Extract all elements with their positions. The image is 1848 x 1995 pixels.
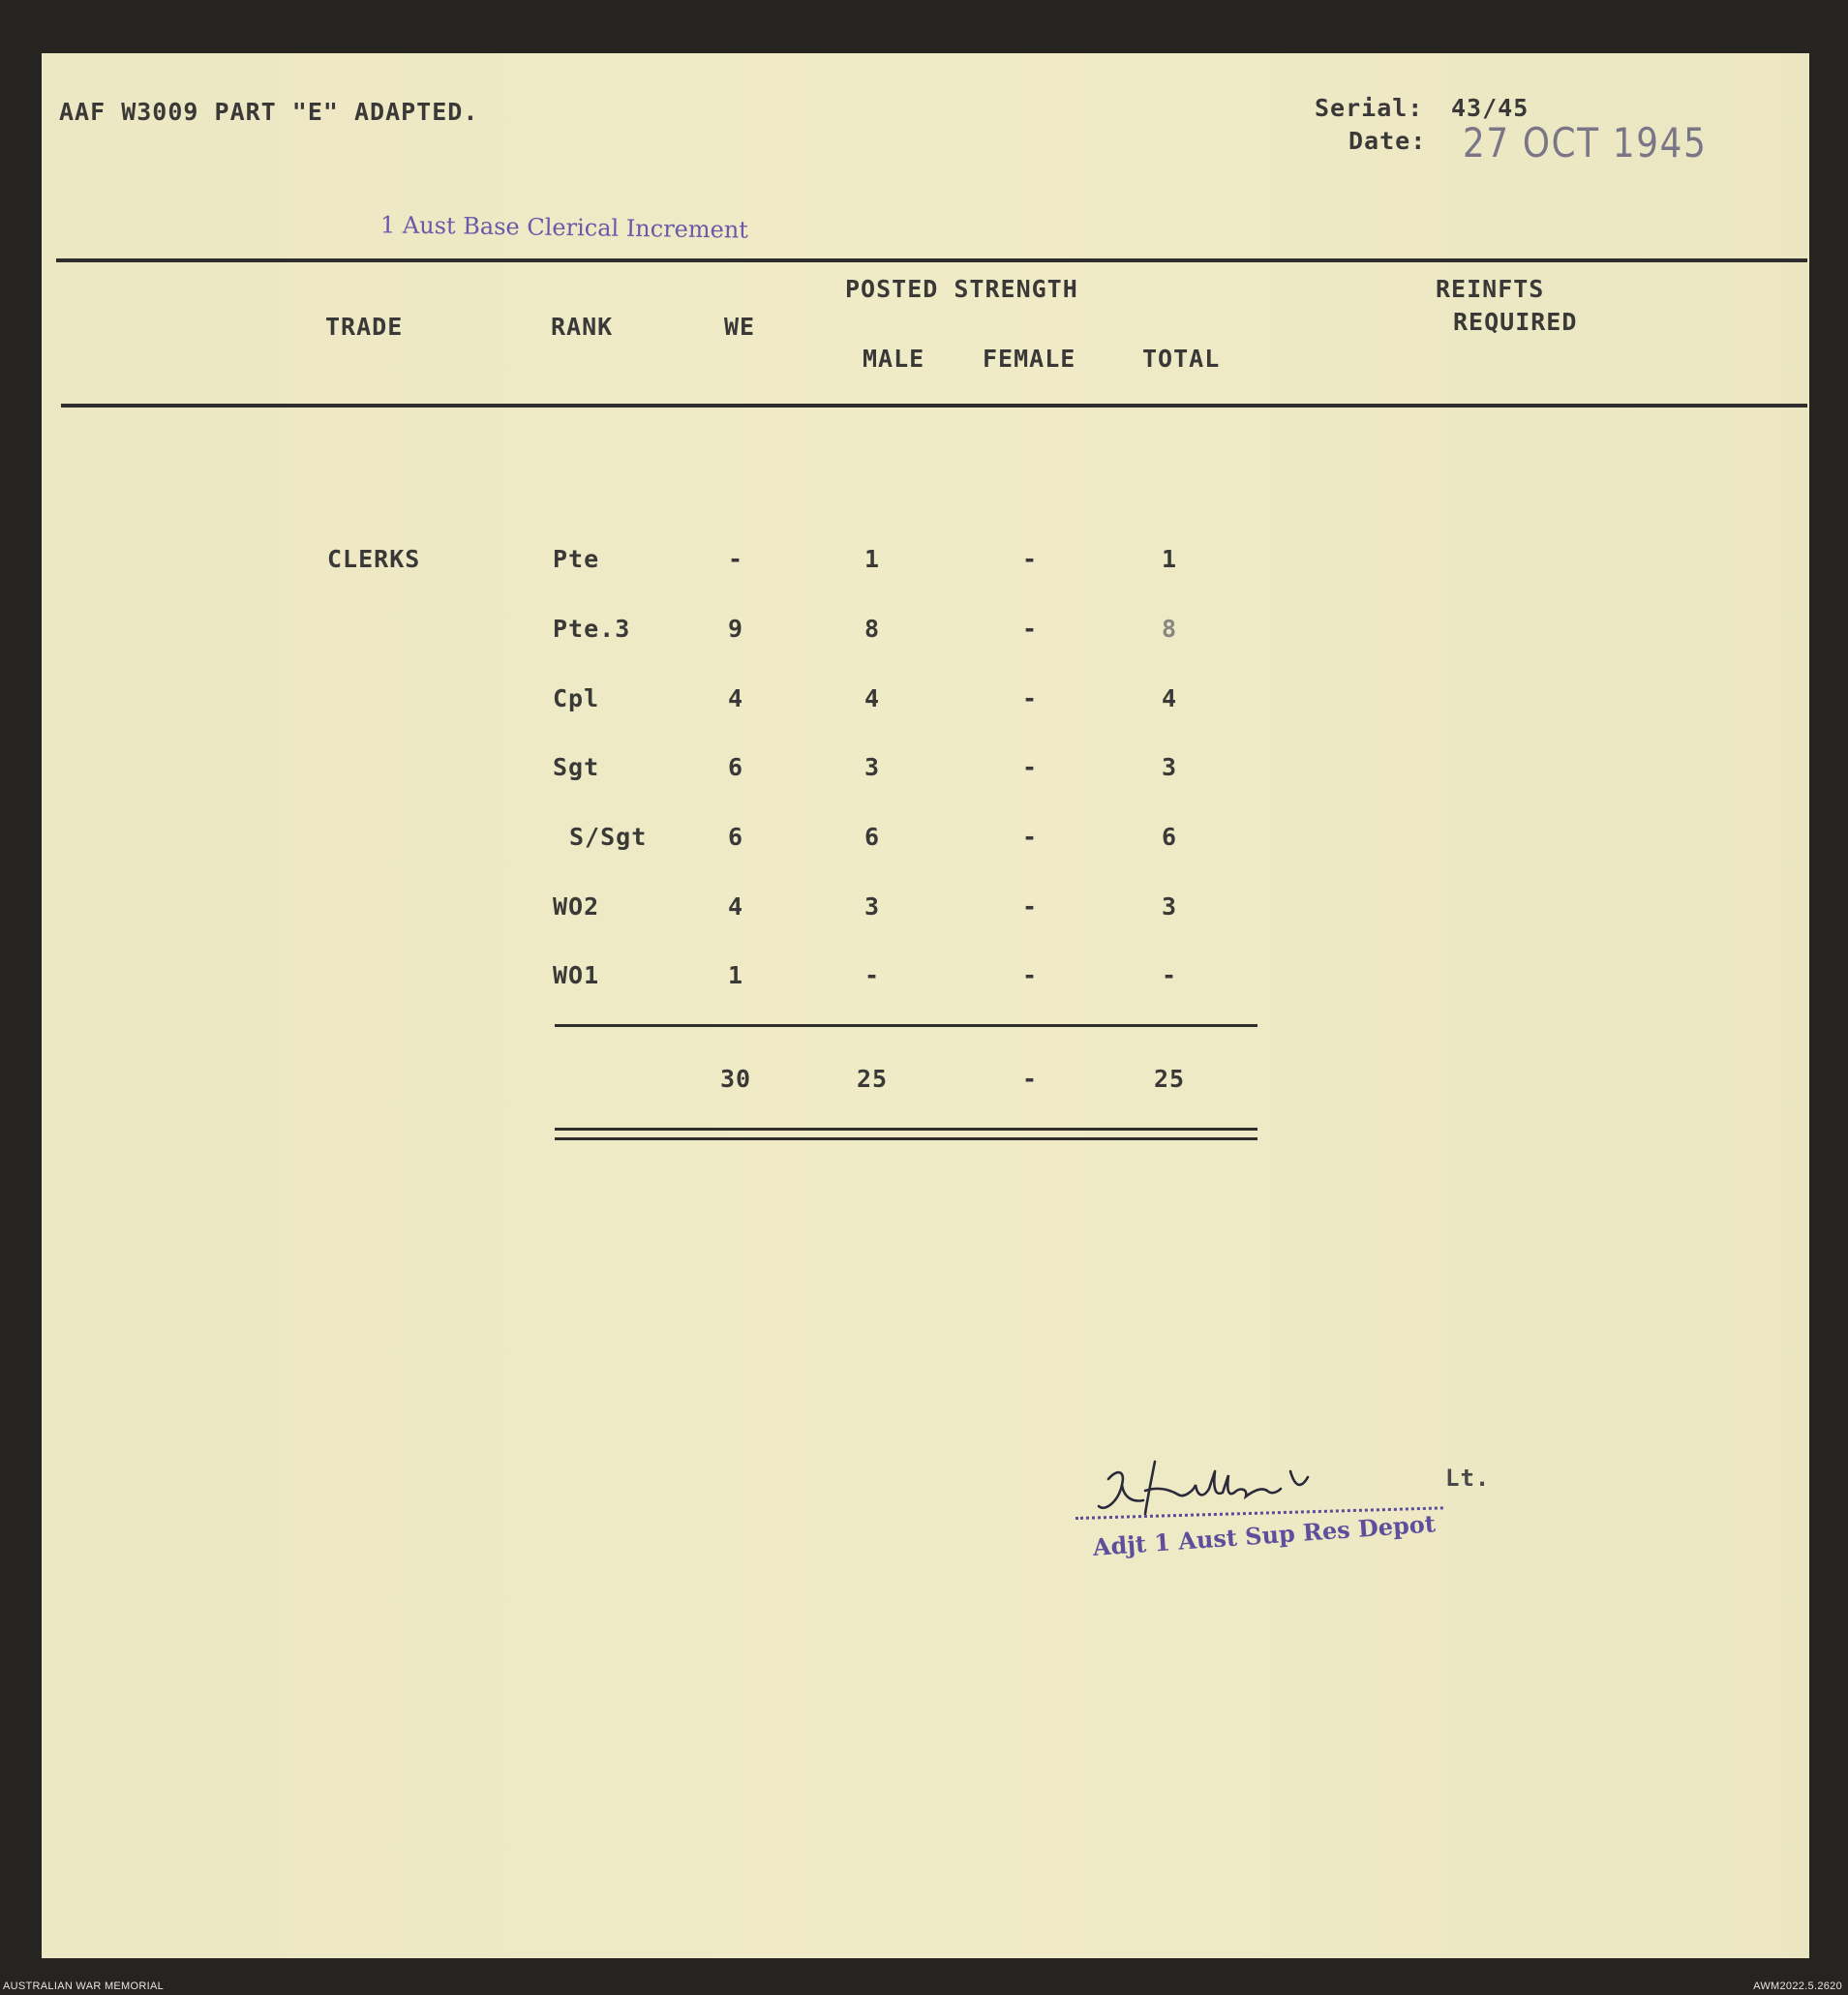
total-double-rule-top <box>555 1128 1257 1131</box>
female-cell: - <box>1021 892 1039 921</box>
col-female: FEMALE <box>983 345 1076 373</box>
col-we: WE <box>724 313 756 341</box>
unit-stamp: 1 Aust Base Clerical Increment <box>379 211 749 244</box>
serial-value: 43/45 <box>1451 94 1530 122</box>
total-cell: - <box>1161 961 1178 989</box>
total-female: - <box>1021 1065 1039 1093</box>
col-total: TOTAL <box>1142 345 1221 373</box>
female-cell: - <box>1021 615 1039 643</box>
we-cell: 9 <box>727 615 744 643</box>
total-cell: 3 <box>1161 892 1178 921</box>
col-posted-strength: POSTED STRENGTH <box>845 275 1078 303</box>
rank-cell: Sgt <box>553 753 600 781</box>
col-rank: RANK <box>551 313 614 341</box>
col-reinfts: REINFTS <box>1436 275 1545 303</box>
total-cell: 1 <box>1161 545 1178 573</box>
header-top-rule <box>56 258 1807 262</box>
male-cell: - <box>863 961 881 989</box>
date-label: Date: <box>1348 127 1427 155</box>
total-cell: 4 <box>1161 684 1178 712</box>
adjutant-stamp: Adjt 1 Aust Sup Res Depot <box>1091 1509 1437 1561</box>
col-trade: TRADE <box>325 313 404 341</box>
footer-accession: AWM2022.5.2620 <box>1753 1980 1842 1992</box>
col-required: REQUIRED <box>1453 308 1578 336</box>
document-page <box>42 53 1809 1958</box>
rank-cell: Pte <box>553 545 600 573</box>
col-male: MALE <box>863 345 925 373</box>
we-cell: 6 <box>727 753 744 781</box>
total-male: 25 <box>856 1065 889 1093</box>
date-stamp: 27 OCT 1945 <box>1463 119 1708 166</box>
footer-credit: AUSTRALIAN WAR MEMORIAL <box>3 1980 165 1992</box>
total-we: 30 <box>719 1065 752 1093</box>
total-cell: 3 <box>1161 753 1178 781</box>
rank-cell: WO1 <box>553 961 600 989</box>
signature-rank: Lt. <box>1445 1465 1491 1492</box>
subtotal-rule <box>555 1024 1257 1027</box>
male-cell: 1 <box>863 545 881 573</box>
we-cell: 6 <box>727 823 744 851</box>
we-cell: 1 <box>727 961 744 989</box>
form-title: AAF W3009 PART "E" ADAPTED. <box>59 98 479 126</box>
total-total: 25 <box>1153 1065 1186 1093</box>
serial-label: Serial: <box>1315 94 1424 122</box>
rank-cell: Cpl <box>553 684 600 712</box>
female-cell: - <box>1021 961 1039 989</box>
total-double-rule-bottom <box>555 1137 1257 1140</box>
total-cell: 8 <box>1161 615 1178 643</box>
male-cell: 6 <box>863 823 881 851</box>
rank-cell: Pte.3 <box>553 615 631 643</box>
we-cell: - <box>727 545 744 573</box>
male-cell: 4 <box>863 684 881 712</box>
rank-cell: S/Sgt <box>569 823 648 851</box>
we-cell: 4 <box>727 892 744 921</box>
male-cell: 3 <box>863 753 881 781</box>
female-cell: - <box>1021 684 1039 712</box>
female-cell: - <box>1021 545 1039 573</box>
male-cell: 8 <box>863 615 881 643</box>
total-cell: 6 <box>1161 823 1178 851</box>
trade-clerks: CLERKS <box>327 545 421 573</box>
we-cell: 4 <box>727 684 744 712</box>
female-cell: - <box>1021 823 1039 851</box>
female-cell: - <box>1021 753 1039 781</box>
header-bottom-rule <box>61 404 1807 408</box>
rank-cell: WO2 <box>553 892 600 921</box>
male-cell: 3 <box>863 892 881 921</box>
